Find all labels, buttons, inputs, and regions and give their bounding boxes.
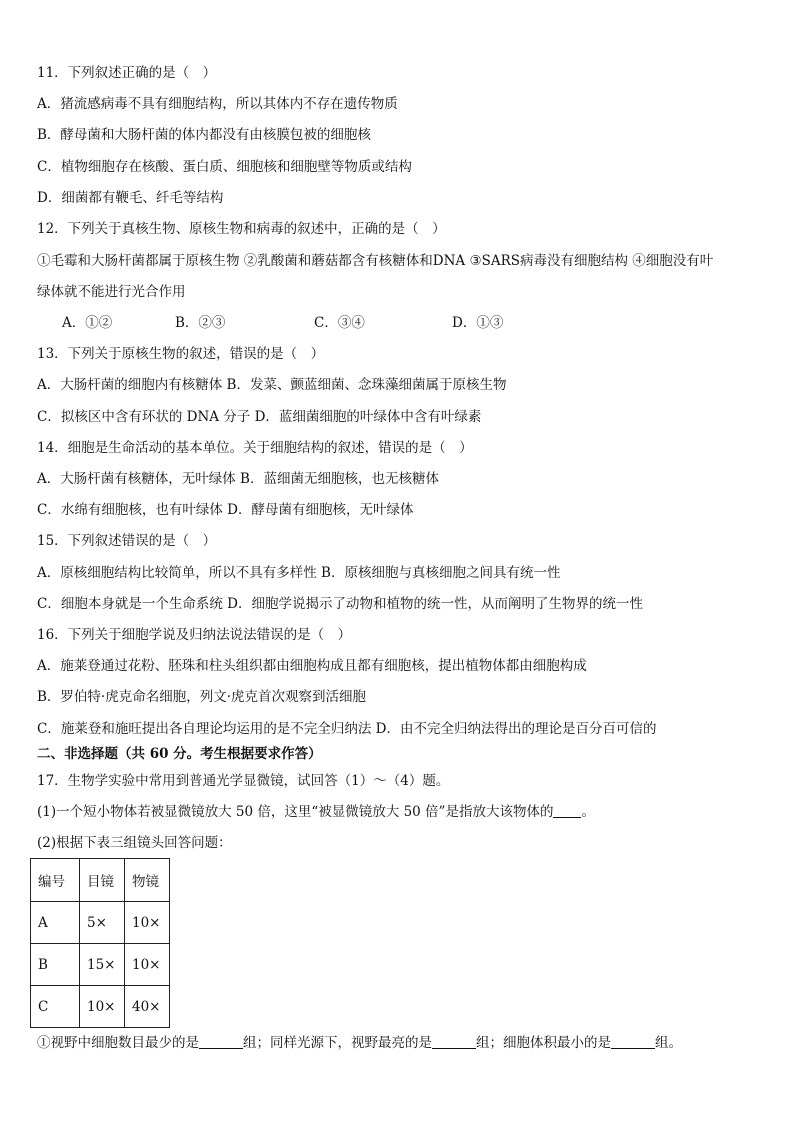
q13-options-cd: C．拟核区中含有环状的 DNA 分子 D．蓝细菌细胞的叶绿体中含有叶绿素 xyxy=(37,409,482,425)
table-cell: C xyxy=(31,986,80,1028)
q17-q-part3: 组；细胞体积最小的是 xyxy=(476,1035,611,1051)
q11-option-c: C．植物细胞存在核酸、蛋白质、细胞核和细胞壁等物质或结构 xyxy=(37,159,412,175)
table-header-cell: 编号 xyxy=(31,859,80,902)
table-header-cell: 物镜 xyxy=(125,859,170,902)
q17-q-part2: 组；同样光源下，视野最亮的是 xyxy=(243,1035,432,1051)
q14-options-ab: A．大肠杆菌有核糖体，无叶绿体 B．蓝细菌无细胞核，也无核糖体 xyxy=(37,471,439,487)
q16-option-a: A．施莱登通过花粉、胚珠和柱头组织都由细胞构成且都有细胞核，提出植物体都由细胞构成 xyxy=(37,658,587,674)
table-cell: 10× xyxy=(125,902,170,944)
q17-sub1-text: (1)一个短小物体若被显微镜放大 50 倍，这里“被显微镜放大 50 倍”是指放大该物体的 xyxy=(37,804,554,820)
q12-option-d: D．①③ xyxy=(452,315,504,331)
table-cell: 5× xyxy=(80,902,125,944)
q11-option-b: B．酵母菌和大肠杆菌的体内都没有由核膜包被的细胞核 xyxy=(37,127,371,143)
q12-statements: ①毛霉和大肠杆菌都属于原核生物 ②乳酸菌和蘑菇都含有核糖体和DNA ③SARS病毒没有细胞结构 ④细胞没有叶 xyxy=(37,253,714,269)
table-cell: 10× xyxy=(125,944,170,986)
q17-stem: 17．生物学实验中常用到普通光学显微镜，试回答（1）～（4）题。 xyxy=(37,773,450,789)
table-cell: A xyxy=(31,902,80,944)
lens-table xyxy=(30,858,170,1028)
answer-blank[interactable] xyxy=(199,1034,243,1049)
q13-options-ab: A．大肠杆菌的细胞内有核糖体 B．发菜、颤蓝细菌、念珠藻细菌属于原核生物 xyxy=(37,377,507,393)
table-cell: B xyxy=(31,944,80,986)
q12-option-a: A．①② xyxy=(62,315,113,331)
q15-stem: 15．下列叙述错误的是（ ） xyxy=(37,533,217,549)
answer-blank[interactable] xyxy=(432,1034,476,1049)
q17-sub1 xyxy=(37,803,595,821)
q17-sub2: (2)根据下表三组镜头回答问题： xyxy=(37,835,232,851)
table-cell: 40× xyxy=(125,986,170,1028)
q15-options-cd: C．细胞本身就是一个生命系统 D．细胞学说揭示了动物和植物的统一性，从而阐明了生物界的统一性 xyxy=(37,596,643,612)
q12-statements-cont: 绿体就不能进行光合作用 xyxy=(37,284,186,300)
q11-option-a: A．猪流感病毒不具有细胞结构，所以其体内不存在遗传物质 xyxy=(37,96,398,112)
q11-stem: 11．下列叙述正确的是（ ） xyxy=(37,65,217,81)
q16-options-cd: C．施莱登和施旺提出各自理论均运用的是不完全归纳法 D．由不完全归纳法得出的理论是百分百可信的 xyxy=(37,721,657,737)
q12-stem: 12．下列关于真核生物、原核生物和病毒的叙述中，正确的是（ ） xyxy=(37,221,446,237)
q17-q-part4: 组。 xyxy=(655,1035,682,1051)
q14-stem: 14．细胞是生命活动的基本单位。关于细胞结构的叙述，错误的是（ ） xyxy=(37,440,473,456)
table-cell: 15× xyxy=(80,944,125,986)
q12-option-b: B．②③ xyxy=(175,315,226,331)
q11-option-d: D．细菌都有鞭毛、纤毛等结构 xyxy=(37,190,224,206)
q17-q-part1: ①视野中细胞数目最少的是 xyxy=(37,1035,199,1051)
table-row xyxy=(31,986,170,1028)
q15-options-ab: A．原核细胞结构比较简单，所以不具有多样性 B．原核细胞与真核细胞之间具有统一性 xyxy=(37,565,561,581)
q16-stem: 16．下列关于细胞学说及归纳法说法错误的是（ ） xyxy=(37,627,352,643)
table-header-cell: 目镜 xyxy=(80,859,125,902)
q13-stem: 13．下列关于原核生物的叙述，错误的是（ ） xyxy=(37,346,325,362)
answer-blank[interactable] xyxy=(611,1034,655,1049)
answer-blank[interactable] xyxy=(553,803,581,818)
table-header-row xyxy=(31,859,170,902)
q17-sub1-end: 。 xyxy=(581,804,595,820)
q12-option-c: C．③④ xyxy=(314,315,365,331)
q17-sub2-question xyxy=(37,1034,682,1052)
q16-option-b: B．罗伯特·虎克命名细胞，列文·虎克首次观察到活细胞 xyxy=(37,689,367,705)
q14-options-cd: C．水绵有细胞核，也有叶绿体 D．酵母菌有细胞核，无叶绿体 xyxy=(37,502,414,518)
table-row xyxy=(31,902,170,944)
section-heading: 二、非选择题（共 60 分。考生根据要求作答） xyxy=(37,746,322,762)
table-row xyxy=(31,944,170,986)
table-cell: 10× xyxy=(80,986,125,1028)
